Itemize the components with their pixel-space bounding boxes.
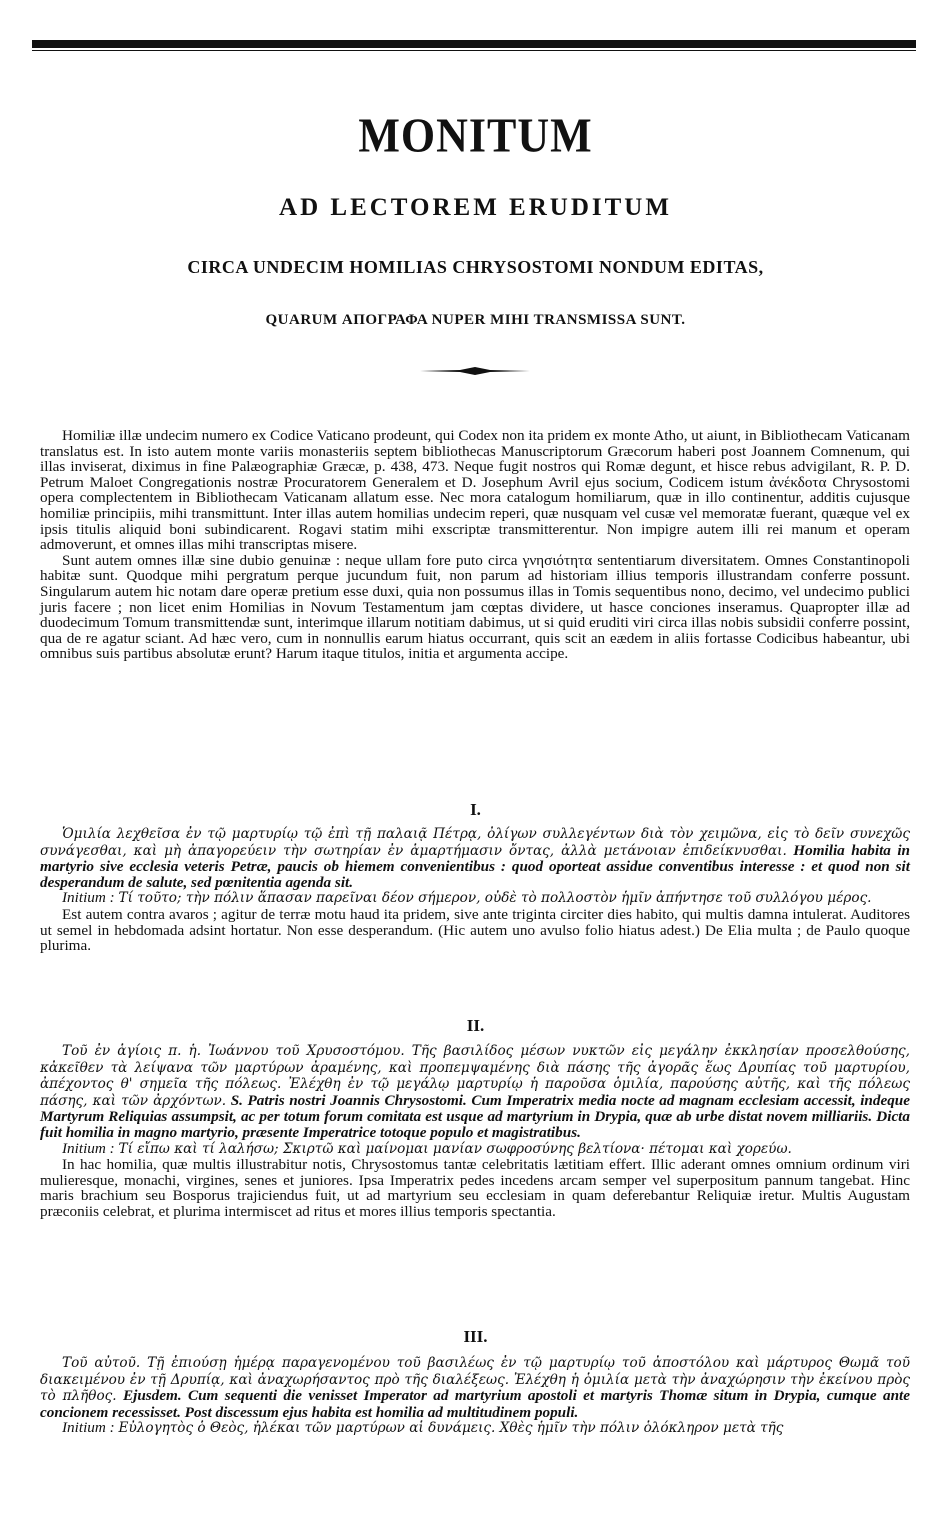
- section-2-greek-title: Τοῦ ἐν ἁγίοις π. ἡ. Ἰωάννου τοῦ Χρυσοστόμου. Τῆς βασιλίδος μέσων νυκτῶν εἰς μεγάλην ἐκκλησίαν προσελθούσης, κἀκεῖθεν τὰ λείψανα τῶν μαρτύρων ἀραμένης, καὶ προπεμψαμένης διὰ πάσης τῆς ἀγορᾶς ἕως Δρυπίας τοῦ μαρτυρίου, ἀπέχοντος θ' σημεῖα τῆς πόλεως. Ἐλέχθη ἐν τῷ μεγάλῳ μαρτυρίῳ ἡ παροῦσα ὁμιλία, παρούσης αὐτῆς, καὶ τῆς πόλεως πάσης, καὶ τῶν ἀρχόντων.: [40, 1043, 910, 1109]
- intro-paragraph-1: Homiliæ illæ undecim numero ex Codice Vaticano prodeunt, qui Codex non ita pridem ex monte Atho, ut aiunt, in Bibliothecam Vaticanam translatus est. In isto autem monte variis monasteriis septem bibliothecas Manuscriptorum Græcorum haberi post Joannem Comnenum, qui illas inviserat, diximus in fine Palæographiæ Græcæ, p. 438, 473. Neque fugit nostros qui Romæ degunt, et hisce rebus advigilant, R. P. D. Petrum Maloet Congregationis nostræ Procuratorem Generalem et D. Josephum Avril ejus socium, Codicem istum ἀνέκδοτα Chrysostomi opera complectentem in Bibliothecam Vaticanam allatum esse. Nec mora catalogum homiliarum, quæ in illo continentur, additis cujusque homiliæ principiis, mihi transmittunt. Inter illas autem homilias undecim reperi, quæ nusquam vel cusæ vel memoratæ fuerant, quæque vel ex ipsis titulis aliquid boni subindicarent. Rogavi statim mihi exscriptæ transmitterentur. Non impigre autem illi rei manum et operam admoverunt, et omnes illas mihi transcriptas misere.: [40, 427, 910, 554]
- page-title: MONITUM: [358, 108, 593, 163]
- section-3: [40, 1355, 910, 1437]
- section-1-initium-label: Initium :: [62, 889, 115, 907]
- section-2-initium-label: Initium :: [62, 1139, 115, 1157]
- ornament-divider: [420, 366, 530, 376]
- subtitle-ad-lectorem: AD LECTOREM ERUDITUM: [279, 194, 672, 221]
- section-2-argument: In hac homilia, quæ multis illustrabitur notis, Chrysostomus tantæ celebritatis lætitiam effert. Illic aderant omnes omnium ordinum viri mulieresque, monachi, virgines, senes et juniores. Ipsa Imperatrix pedes incedens arcam semper vel superpositum pannum tangebat. Hinc maris brachium seu Bosporus trajiciendus fuit, ut ad martyrium seu ecclesiam in quam deferebantur Reliquiæ iretur. Multis Augustam præconiis celebrat, et plurima intermiscet ad ritus et mores illius temporis spectantia.: [40, 1156, 910, 1220]
- section-1-initium: Τί τοῦτο; τὴν πόλιν ἅπασαν παρεῖναι δέον σήμερον, οὐδὲ τὸ πολλοστὸν ἡμῖν ἀπήντησε τοῦ συλλόγου μέρος.: [118, 890, 872, 907]
- section-3-greek-title: Τοῦ αὐτοῦ. Τῇ ἐπιούσῃ ἡμέρᾳ παραγενομένου τοῦ βασιλέως ἐν τῷ μαρτυρίῳ τοῦ ἀποστόλου καὶ μάρτυρος Θωμᾶ τοῦ διακειμένου ἐν τῇ Δρυπίᾳ, καὶ ἀναχωρήσαντος πρὸ τῆς διαλέξεως. Ἐλέχθη ἡ ὁμιλία μετὰ τὴν ἀναχώρησιν τὴν ἐκείνου πρὸς τὸ πλῆθος.: [40, 1355, 910, 1405]
- section-3-latin-title: Ejusdem. Cum sequenti die venisset Imperator ad martyrium apostoli et martyris Thomæ situm in Drypia, cumque ante concionem recessisset. Post discessum ejus habita est homilia ad multitudinem populi.: [40, 1387, 910, 1421]
- section-2: [40, 1043, 910, 1220]
- section-3-initium: Εὐλογητὸς ὁ Θεὸς, ἠλέκαι τῶν μαρτύρων αἱ δυνάμεις. Χθὲς ἡμῖν τὴν πόλιν ὁλόκληρον μετὰ τῆς: [118, 1420, 784, 1437]
- top-rule: [32, 40, 916, 48]
- subtitle-circa: CIRCA UNDECIM HOMILIAS CHRYSOSTOMI NONDUM EDITAS,: [187, 257, 764, 277]
- intro-block: [40, 428, 910, 662]
- section-1-argument: Est autem contra avaros ; agitur de terræ motu haud ita pridem, sive ante triginta circiter dies habito, qui multis damna intulerat. Auditores ut semel in hebdomada adsint hortatur. Non esse desperandum. (Hic autem uno avulso folio hiatus adest.) De Elia multa ; de Paulo quoque plurima.: [40, 905, 910, 955]
- section-numeral-1: I.: [470, 800, 481, 819]
- section-numeral-2: II.: [466, 1016, 485, 1035]
- subtitle-quarum: QUARUM ΑΠΟΓΡΑΦΑ NUPER MIHI TRANSMISSA SUNT.: [265, 312, 686, 328]
- intro-paragraph-2: Sunt autem omnes illæ sine dubio genuinæ : neque ullam fore puto circa γνησιότητα sententiarum diversitatem. Omnes Constantinopoli habitæ sunt. Quodque mihi pergratum perque jucundum fuit, non parum ad historiam illius temporis illustrandam conferre possunt. Singularum autem hic notam dare operæ pretium esse duxi, quia non possumus illas in Tomis sequentibus nono, decimo, vel undecimo publici juris facere ; non licet enim Homilias in Novum Testamentum jam cœptas dividere, ut hasce conciones inseramus. Quapropter illæ ad duodecimum Tomum transmittendæ sunt, interimque illarum notitiam dabimus, ut si quid eruditi viri circa illas nobis subsidii conferre possint, qua de re agatur sciant. Ad hæc vero, cum in nonnullis earum hiatus occurrant, quis scit an eædem in aliis fortasse Codicibus habeantur, ubi omnibus suis partibus absolutæ erunt? Harum itaque titulos, initia et argumenta accipe.: [40, 551, 910, 663]
- section-2-latin-title: S. Patris nostri Joannis Chrysostomi. Cum Imperatrix media nocte ad magnam ecclesiam accessit, indeque Martyrum Reliquias assumpsit, ac per totum forum comitata est usque ad martyrium in Drypia, quæ ab urbe distat novem milliariis. Dicta fuit homilia in magno martyrio, præsente Imperatrice totoque populo et magistratibus.: [40, 1091, 910, 1141]
- section-3-initium-label: Initium :: [62, 1419, 115, 1437]
- section-2-initium: Τί εἴπω καὶ τί λαλήσω; Σκιρτῶ καὶ μαίνομαι μανίαν σωφροσύνης βελτίονα· πέτομαι καὶ χορεύω.: [118, 1140, 792, 1157]
- section-1: [40, 826, 910, 954]
- section-1-greek-title: Ὁμιλία λεχθεῖσα ἐν τῷ μαρτυρίῳ τῷ ἐπὶ τῇ παλαιᾷ Πέτρᾳ, ὀλίγων συλλεγέντων διὰ τὸν χειμῶνα, εἰς τὸ δεῖν συνεχῶς συνάγεσθαι, καὶ μὴ ἀπαγορεύειν τὴν σωτηρίαν ἐν ἁμαρτήμασιν ὄντας, ἀλλὰ μετάνοιαν ἐπιδείκνυσθαι.: [40, 826, 910, 859]
- section-1-latin-title: Homilia habita in martyrio sive ecclesia veteris Petræ, paucis ob hiemem convenientibus : quod oporteat assidue conventibus interesse : et quod non sit desperandum de salute, sed pœnitentia agenda sit.: [40, 841, 911, 891]
- section-numeral-3: III.: [463, 1327, 488, 1346]
